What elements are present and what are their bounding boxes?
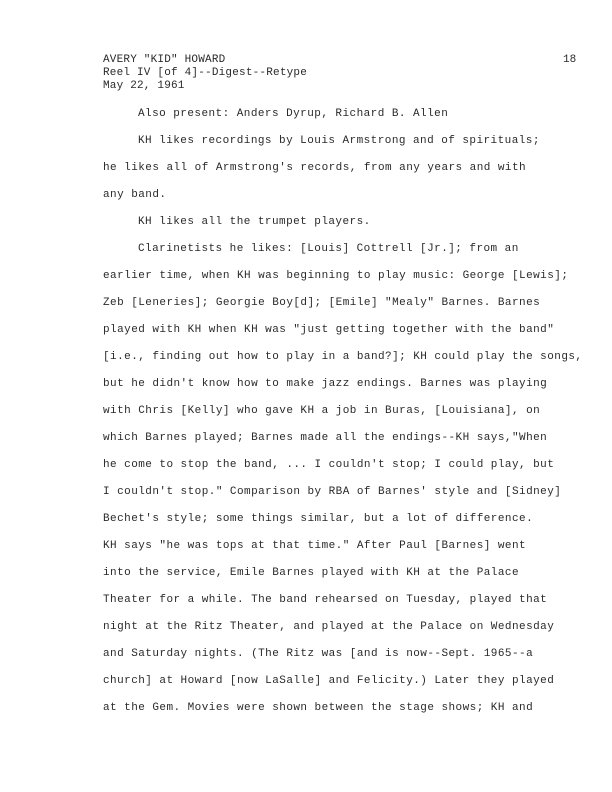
body-line: and Saturday nights. (The Ritz was [and is now--Sept. 1965--a <box>103 648 534 660</box>
page-number: 18 <box>563 54 577 66</box>
body-line: Theater for a while. The band rehearsed on Tuesday, played that <box>103 594 548 606</box>
body-line: but he didn't know how to make jazz endings. Barnes was playing <box>103 378 548 390</box>
body-line: played with KH when KH was "just getting together with the band" <box>103 324 555 336</box>
body-line: which Barnes played; Barnes made all the endings--KH says,"When <box>103 432 548 444</box>
header-name: AVERY "KID" HOWARD <box>103 54 226 66</box>
body-line: KH says "he was tops at that time." After Paul [Barnes] went <box>103 540 527 552</box>
body-line: church] at Howard [now LaSalle] and Felicity.) Later they played <box>103 675 555 687</box>
body-line: Clarinetists he likes: [Louis] Cottrell [Jr.]; from an <box>138 243 519 255</box>
body-line: I couldn't stop." Comparison by RBA of Barnes' style and [Sidney] <box>103 486 562 498</box>
header-reel: Reel IV [of 4]--Digest--Retype <box>103 67 308 79</box>
body-line: Zeb [Leneries]; Georgie Boy[d]; [Emile] "Mealy" Barnes. Barnes <box>103 297 541 309</box>
body-line: Also present: Anders Dyrup, Richard B. Allen <box>138 108 449 120</box>
body-line: Bechet's style; some things similar, but a lot of difference. <box>103 513 534 525</box>
body-line: KH likes recordings by Louis Armstrong and of spirituals; <box>138 135 540 147</box>
header-date: May 22, 1961 <box>103 80 185 92</box>
body-line: earlier time, when KH was beginning to play music: George [Lewis]; <box>103 270 569 282</box>
body-line: into the service, Emile Barnes played with KH at the Palace <box>103 567 520 579</box>
body-line: [i.e., finding out how to play in a band?]; KH could play the songs, <box>103 351 583 363</box>
body-line: any band. <box>103 189 167 201</box>
body-line: he come to stop the band, ... I couldn't stop; I could play, but <box>103 459 555 471</box>
body-line: at the Gem. Movies were shown between the stage shows; KH and <box>103 702 534 714</box>
body-line: KH likes all the trumpet players. <box>138 216 371 228</box>
body-line: with Chris [Kelly] who gave KH a job in Buras, [Louisiana], on <box>103 405 541 417</box>
body-line: he likes all of Armstrong's records, from any years and with <box>103 162 527 174</box>
body-line: night at the Ritz Theater, and played at the Palace on Wednesday <box>103 621 555 633</box>
